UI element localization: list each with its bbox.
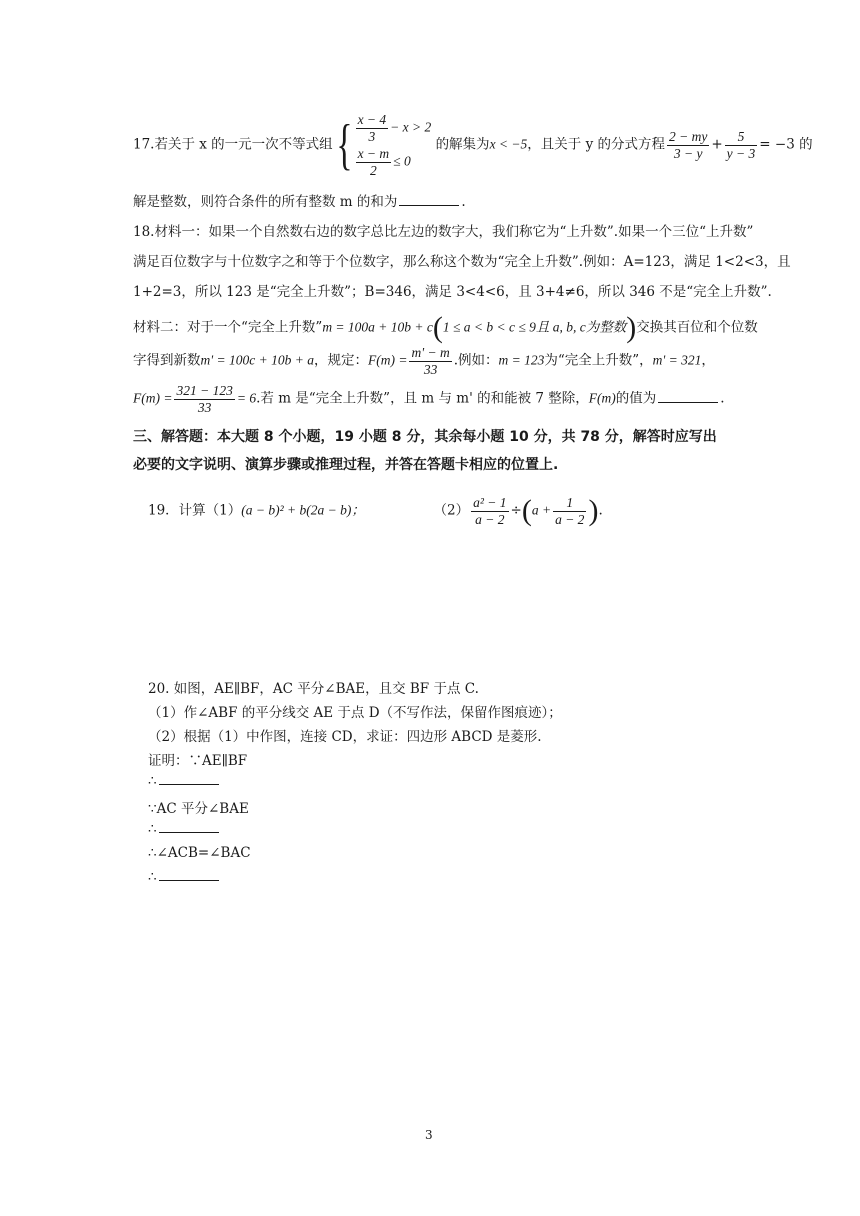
q18-line5	[133, 345, 715, 377]
proof-blank-1[interactable]	[159, 783, 219, 785]
q19-expression1: (a − b)² + b(2a − b)；	[241, 502, 365, 518]
q18-example-numerator: 321 − 123	[176, 383, 233, 398]
q17-line2-text: 解是整数，则符合条件的所有整数 m 的和为	[133, 194, 398, 210]
q17-line1	[133, 110, 813, 180]
q17-text-part3: ，且关于 y 的分式方程	[527, 136, 665, 153]
q18-line6e: 的值为	[615, 390, 657, 407]
q18-example-result: = 6	[236, 390, 257, 406]
q18-F-definition: F(m) =	[367, 352, 408, 368]
system-brace: {	[336, 113, 353, 176]
q18-conditions: 1 ≤ a < b < c ≤ 9且 a, b, c为整数	[442, 319, 627, 335]
q18-example-fraction	[174, 383, 234, 415]
q18-F-fraction	[409, 345, 451, 377]
q19-numerator: a² − 1	[473, 495, 507, 510]
q18-example-F: F(m) =	[133, 390, 173, 406]
q17-text-part2: 的解集为	[435, 136, 490, 153]
q19-inner-numerator: 1	[553, 495, 586, 512]
q18-line5i: ，	[701, 352, 715, 369]
page-number: 3	[425, 1128, 433, 1142]
q19-end: .	[598, 502, 603, 519]
q20-line1: 20. 如图，AE∥BF，AC 平分∠BAE，且交 BF 于点 C.	[148, 681, 479, 697]
q18-line4a: 材料二：对于一个“完全上升数”	[133, 319, 323, 336]
q20-proof-line1: 证明：∵AE∥BF	[148, 753, 248, 769]
q17-line2	[133, 190, 466, 210]
section3-heading-line2: 必要的文字说明、演算步骤或推理过程，并答在答题卡相应的位置上.	[133, 457, 559, 473]
sys-eq1-denominator: 3	[368, 128, 376, 144]
q18-line4d: 交换其百位和个位数	[636, 319, 758, 336]
q18-F-numerator: m' − m	[411, 345, 450, 360]
q19-inner-denominator: a − 2	[555, 511, 585, 527]
q17-line2-end: .	[461, 194, 466, 210]
sys-eq2-rest: ≤ 0	[393, 153, 411, 169]
q18-line5g: 为“完全上升数”，	[544, 352, 653, 369]
q20-line2: （1）作∠ABF 的平分线交 AE 于点 D（不写作法，保留作图痕迹）；	[148, 705, 562, 721]
q19-denominator: a − 2	[475, 511, 505, 527]
q19-inner-fraction	[553, 495, 586, 527]
q20-proof-line4	[148, 821, 221, 837]
q19-divide: ÷	[510, 502, 522, 519]
fraction-equation-term1	[667, 129, 709, 161]
q19-open-paren: (	[521, 494, 532, 528]
q19-label: 19．计算（1）	[148, 502, 242, 519]
q18-line4	[133, 313, 758, 343]
sys-eq2-numerator: x − m	[357, 146, 390, 162]
q19-inner-a: a +	[531, 502, 552, 518]
answer-blank-q17[interactable]	[399, 204, 459, 206]
q18-example-denominator: 33	[197, 399, 212, 415]
therefore-symbol: ∴	[148, 821, 157, 837]
f1-numerator: 2 − my	[669, 129, 708, 145]
q18-mprime-definition: m' = 100c + 10b + a	[200, 352, 314, 368]
proof-blank-2[interactable]	[159, 831, 219, 833]
q18-line5a: 字得到新数	[133, 352, 201, 369]
close-paren: )	[626, 311, 637, 344]
q18-line3: 1+2=3，所以 123 是“完全上升数”；B=346，满足 3<4<6，且 3+4≠6，所以 346 不是“完全上升数”.	[133, 284, 772, 300]
q19-fraction	[471, 495, 508, 527]
q18-m-definition: m = 100a + 10b + c	[322, 319, 433, 335]
therefore-symbol: ∴	[148, 773, 157, 789]
f2-numerator: 5	[725, 129, 758, 146]
q20-proof-line2	[148, 773, 221, 789]
q18-line6f: .	[720, 390, 725, 407]
fraction-equation-term2	[725, 129, 758, 161]
q17-solution: x < −5	[489, 136, 528, 152]
f2-denominator: y − 3	[726, 145, 756, 161]
sys-eq1-numerator: x − 4	[357, 112, 387, 127]
q18-example-m: m = 123	[498, 352, 545, 368]
q20-line3: （2）根据（1）中作图，连接 CD，求证：四边形 ABCD 是菱形.	[148, 729, 542, 745]
section3-heading-line1: 三、解答题：本大题 8 个小题，19 小题 8 分，其余每小题 10 分，共 78 分，解答时应写出	[133, 429, 717, 445]
q19-label2: （2）	[433, 502, 470, 519]
plus-sign: +	[711, 136, 723, 153]
q20-proof-line5: ∴∠ACB=∠BAC	[148, 845, 251, 861]
open-paren: (	[432, 311, 443, 344]
q18-F-m: F(m)	[588, 390, 616, 406]
q18-F-denominator: 33	[423, 361, 438, 377]
sys-eq1-rest: − x > 2	[390, 119, 432, 135]
f1-denominator: 3 − y	[673, 145, 703, 161]
proof-blank-3[interactable]	[159, 879, 219, 881]
answer-blank-q18[interactable]	[658, 401, 718, 403]
q18-line6	[133, 383, 725, 415]
q18-line5e: .例如：	[453, 352, 499, 369]
q19	[148, 495, 603, 527]
q18-line1: 18.材料一：如果一个自然数右边的数字总比左边的数字大，我们称它为“上升数”.如果一个三位“上升数”	[133, 224, 754, 240]
q20-proof-line3: ∵AC 平分∠BAE	[148, 801, 249, 817]
therefore-symbol: ∴	[148, 869, 157, 885]
q17-eq-rest: = −3 的	[759, 136, 813, 153]
q18-example-mprime: m' = 321	[652, 352, 702, 368]
q18-line6c: .若 m 是“完全上升数”，且 m 与 m' 的和能被 7 整除，	[256, 390, 589, 407]
q18-line2: 满足百位数字与十位数字之和等于个位数字，那么称这个数为“完全上升数”.例如：A=123，满足 1<2<3，且	[133, 254, 791, 270]
sys-eq2-denominator: 2	[369, 162, 377, 178]
inequality-system	[354, 110, 432, 180]
q19-close-paren: )	[588, 494, 599, 528]
q20-proof-line6	[148, 869, 221, 885]
q18-line5c: ，规定：	[313, 352, 368, 369]
q17-text-part1: 17.若关于 x 的一元一次不等式组	[133, 136, 333, 153]
